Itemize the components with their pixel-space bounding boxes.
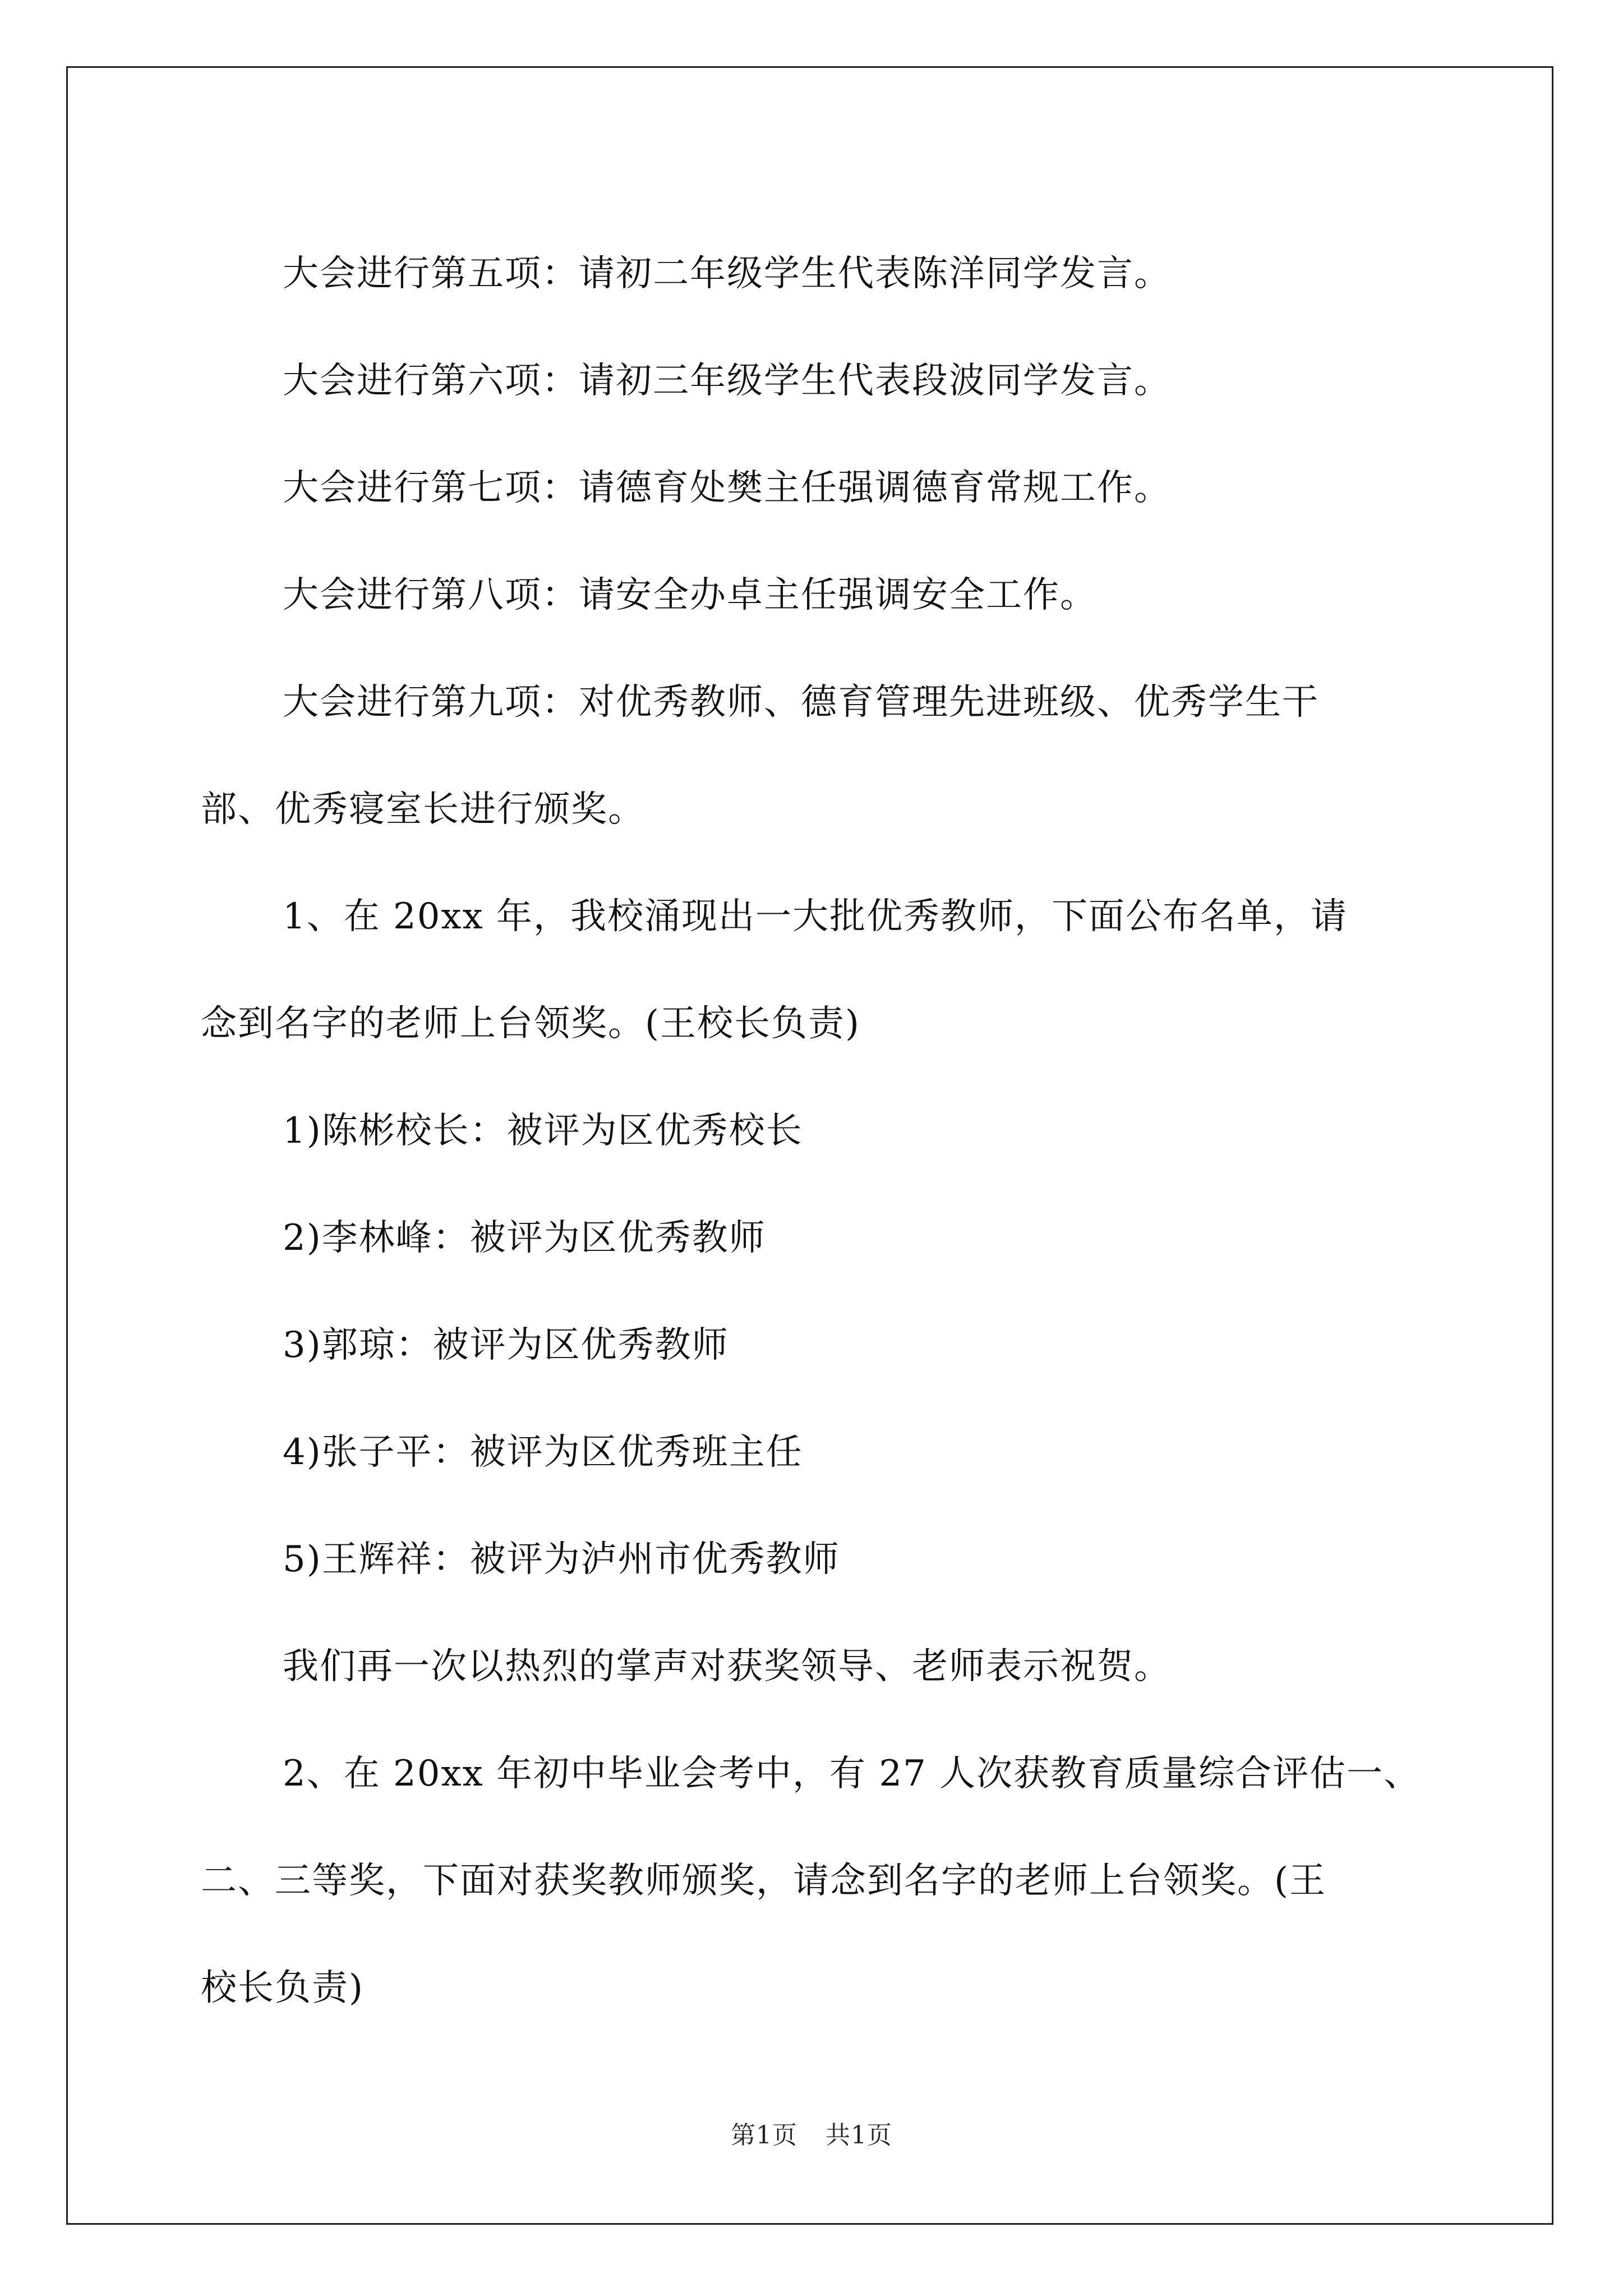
paragraph-item-8: 大会进行第八项：请安全办卓主任强调安全工作。 bbox=[283, 574, 1097, 616]
paragraph-item-9-line-2: 部、优秀寝室长进行颁奖。 bbox=[201, 789, 645, 830]
paragraph-award-2-line-1: 2、在 20xx 年初中毕业会考中，有 27 人次获教育质量综合评估一、 bbox=[283, 1753, 1421, 1795]
list-item: 1)陈彬校长：被评为区优秀校长 bbox=[283, 1110, 803, 1152]
list-item: 5)王辉祥：被评为泸州市优秀教师 bbox=[283, 1539, 840, 1580]
paragraph-award-1-line-2: 念到名字的老师上台领奖。(王校长负责) bbox=[201, 1003, 860, 1045]
page-number-current: 第1页 bbox=[731, 2121, 797, 2150]
paragraph-congratulation: 我们再一次以热烈的掌声对获奖领导、老师表示祝贺。 bbox=[283, 1646, 1171, 1687]
page-number-total: 共1页 bbox=[826, 2121, 892, 2150]
paragraph-item-6: 大会进行第六项：请初三年级学生代表段波同学发言。 bbox=[283, 360, 1171, 402]
paragraph-item-9-line-1: 大会进行第九项：对优秀教师、德育管理先进班级、优秀学生干 bbox=[283, 682, 1319, 723]
list-item: 3)郭琼：被评为区优秀教师 bbox=[283, 1324, 729, 1366]
paragraph-award-2-line-3: 校长负责) bbox=[201, 1967, 364, 2009]
list-item: 4)张子平：被评为区优秀班主任 bbox=[283, 1432, 803, 1473]
paragraph-item-7: 大会进行第七项：请德育处樊主任强调德育常规工作。 bbox=[283, 467, 1171, 509]
document-body bbox=[201, 220, 1430, 2042]
paragraph-award-1-line-1: 1、在 20xx 年，我校涌现出一大批优秀教师，下面公布名单，请 bbox=[283, 896, 1348, 937]
page-footer bbox=[0, 2115, 1623, 2151]
paragraph-item-5: 大会进行第五项：请初二年级学生代表陈洋同学发言。 bbox=[283, 253, 1171, 295]
paragraph-award-2-line-2: 二、三等奖，下面对获奖教师颁奖，请念到名字的老师上台领奖。(王 bbox=[201, 1860, 1326, 1902]
list-item: 2)李林峰：被评为区优秀教师 bbox=[283, 1217, 766, 1259]
